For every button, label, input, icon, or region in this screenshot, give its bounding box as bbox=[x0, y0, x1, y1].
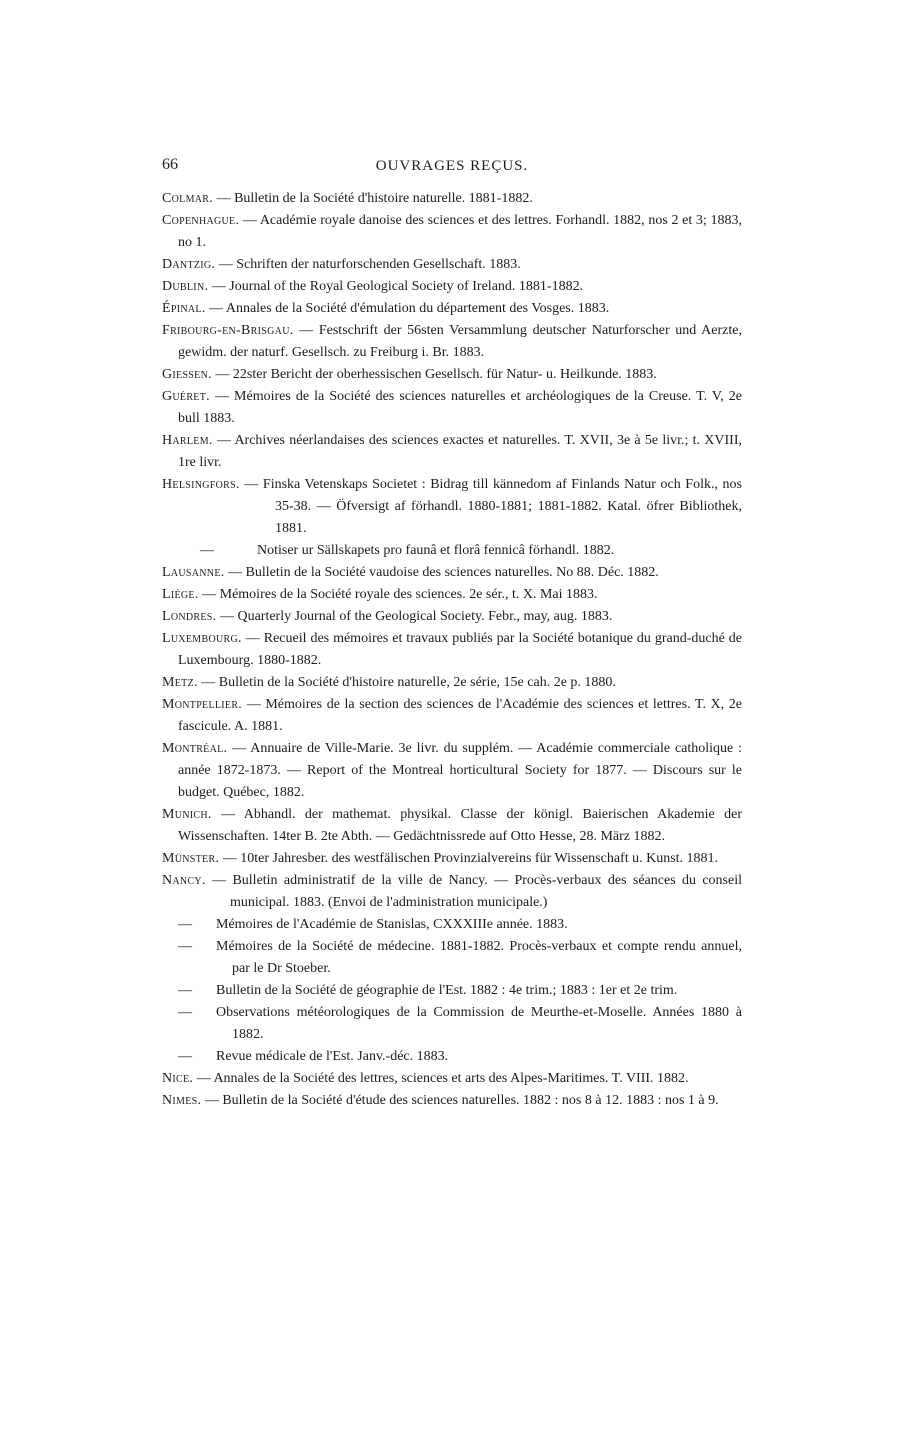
received-works-list bbox=[162, 188, 742, 1112]
entry-text: — Mémoires de la Société royale des sciences. 2e sér., t. X. Mai 1883. bbox=[198, 587, 598, 602]
entry-text: — Annales de la Société d'émulation du département des Vosges. 1883. bbox=[205, 301, 610, 316]
entry-text: Revue médicale de l'Est. Janv.-déc. 1883. bbox=[216, 1049, 449, 1064]
entry-text: — Schriften der naturforschenden Gesellschaft. 1883. bbox=[215, 257, 521, 272]
entry-text: — Quarterly Journal of the Geological Society. Febr., may, aug. 1883. bbox=[216, 609, 613, 624]
entry-text: — Archives néerlandaises des sciences exactes et naturelles. T. XVII, 3e à 5e livr.; t. XVIII, 1re livr. bbox=[178, 433, 742, 470]
list-subentry bbox=[162, 1002, 742, 1046]
entry-city: Montréal. bbox=[162, 741, 228, 756]
list-subentry bbox=[162, 540, 742, 562]
entry-city: Munich. bbox=[162, 807, 212, 822]
list-entry bbox=[162, 386, 742, 430]
list-entry bbox=[162, 320, 742, 364]
entry-city: Londres. bbox=[162, 609, 217, 624]
list-entry bbox=[162, 694, 742, 738]
list-entry bbox=[162, 1090, 742, 1112]
entry-dash: — bbox=[178, 917, 192, 932]
entry-text: — Journal of the Royal Geological Society of Ireland. 1881-1882. bbox=[208, 279, 584, 294]
entry-city: Guéret. bbox=[162, 389, 210, 404]
entry-city: Liége. bbox=[162, 587, 199, 602]
list-entry bbox=[162, 606, 742, 628]
page-number: 66 bbox=[162, 156, 178, 173]
entry-text: Notiser ur Sällskapets pro faunâ et florâ fennicâ förhandl. 1882. bbox=[257, 543, 615, 558]
list-entry bbox=[162, 848, 742, 870]
list-entry bbox=[162, 298, 742, 320]
entry-city: Dantzig. bbox=[162, 257, 216, 272]
entry-city: Münster. bbox=[162, 851, 220, 866]
list-entry bbox=[162, 562, 742, 584]
entry-city: Nancy. bbox=[162, 873, 206, 888]
entry-text: — Mémoires de la section des sciences de l'Académie des sciences et lettres. T. X, 2e fascicule. A. 1881. bbox=[178, 697, 742, 734]
list-entry bbox=[162, 254, 742, 276]
list-entry bbox=[162, 804, 742, 848]
entry-text: — Recueil des mémoires et travaux publiés par la Société botanique du grand-duché de Luxembourg. 1880-1882. bbox=[178, 631, 742, 668]
entry-text: — Abhandl. der mathemat. physikal. Classe der königl. Baierischen Akademie der Wissenschaften. 14ter B. 2te Abth. — Gedächtnissrede auf Otto Hesse, 28. März 1882. bbox=[178, 807, 742, 844]
entry-text: Mémoires de la Société de médecine. 1881-1882. Procès-verbaux et compte rendu annuel, par le Dr Stoeber. bbox=[216, 939, 742, 976]
entry-city: Nimes. bbox=[162, 1093, 202, 1108]
list-subentry bbox=[162, 914, 742, 936]
list-subentry bbox=[162, 1046, 742, 1068]
entry-city: Lausanne. bbox=[162, 565, 225, 580]
entry-dash: — bbox=[178, 1049, 192, 1064]
entry-text: — Bulletin de la Société d'étude des sciences naturelles. 1882 : nos 8 à 12. 1883 : nos 1 à 9. bbox=[201, 1093, 719, 1108]
list-entry bbox=[162, 870, 742, 914]
entry-city: Fribourg-en-Brisgau. bbox=[162, 323, 294, 338]
entry-city: Nice. bbox=[162, 1071, 194, 1086]
entry-text: — Annuaire de Ville-Marie. 3e livr. du supplém. — Académie commerciale catholique : année 1872-1873. — Report of the Montreal horticultural Society for 1877. — Discours sur le budget. Québec, 1882. bbox=[178, 741, 742, 800]
entry-text: Mémoires de l'Académie de Stanislas, CXXXIIIe année. 1883. bbox=[216, 917, 568, 932]
list-subentry bbox=[162, 980, 742, 1002]
list-entry bbox=[162, 364, 742, 386]
entry-city: Giessen. bbox=[162, 367, 212, 382]
entry-text: Observations météorologiques de la Commission de Meurthe-et-Moselle. Années 1880 à 1882. bbox=[216, 1005, 742, 1042]
entry-text: — Bulletin de la Société d'histoire naturelle. 1881-1882. bbox=[213, 191, 533, 206]
entry-city: Metz. bbox=[162, 675, 198, 690]
list-subentry bbox=[162, 936, 742, 980]
entry-text: Bulletin de la Société de géographie de l'Est. 1882 : 4e trim.; 1883 : 1er et 2e trim. bbox=[216, 983, 678, 998]
list-entry bbox=[162, 188, 742, 210]
entry-city: Helsingfors. bbox=[162, 477, 240, 492]
entry-text: — Finska Vetenskaps Societet : Bidrag till kännedom af Finlands Natur och Folk., nos 35-38. — Öfversigt af förhandl. 1880-1881; 1881-1882. Katal. öfrer Bibliothek, 1881. bbox=[239, 477, 742, 536]
entry-text: — 22ster Bericht der oberhessischen Gesellsch. für Natur- u. Heilkunde. 1883. bbox=[211, 367, 657, 382]
entry-city: Dublin. bbox=[162, 279, 209, 294]
entry-text: — 10ter Jahresber. des westfälischen Provinzialvereins für Wissenschaft u. Kunst. 1881. bbox=[219, 851, 719, 866]
entry-city: Copenhague. bbox=[162, 213, 240, 228]
entry-city: Harlem. bbox=[162, 433, 213, 448]
entry-city: Colmar. bbox=[162, 191, 214, 206]
entry-text: — Festschrift der 56sten Versammlung deutscher Naturforscher und Aerzte, gewidm. der naturf. Gesellsch. zu Freiburg i. Br. 1883. bbox=[178, 323, 742, 360]
list-entry bbox=[162, 474, 742, 540]
list-entry bbox=[162, 430, 742, 474]
list-entry bbox=[162, 1068, 742, 1090]
entry-dash: — bbox=[178, 1005, 192, 1020]
entry-text: — Bulletin de la Société vaudoise des sciences naturelles. No 88. Déc. 1882. bbox=[224, 565, 659, 580]
entry-city: Montpellier. bbox=[162, 697, 243, 712]
list-entry bbox=[162, 584, 742, 606]
entry-text: — Bulletin de la Société d'histoire naturelle, 2e série, 15e cah. 2e p. 1880. bbox=[197, 675, 616, 690]
list-entry bbox=[162, 276, 742, 298]
entry-dash: — bbox=[200, 543, 214, 558]
entry-city: Épinal. bbox=[162, 301, 206, 316]
page-header bbox=[162, 156, 742, 180]
entry-text: — Mémoires de la Société des sciences naturelles et archéologiques de la Creuse. T. V, 2e bull 1883. bbox=[178, 389, 742, 426]
list-entry bbox=[162, 210, 742, 254]
running-title: OUVRAGES REÇUS. bbox=[375, 158, 529, 174]
list-entry bbox=[162, 628, 742, 672]
entry-dash: — bbox=[178, 939, 192, 954]
list-entry bbox=[162, 738, 742, 804]
entry-text: — Bulletin administratif de la ville de Nancy. — Procès-verbaux des séances du conseil municipal. 1883. (Envoi de l'administration municipale.) bbox=[205, 873, 742, 910]
entry-city: Luxembourg. bbox=[162, 631, 242, 646]
entry-text: — Académie royale danoise des sciences et des lettres. Forhandl. 1882, nos 2 et 3; 1883, no 1. bbox=[178, 213, 742, 250]
entry-text: — Annales de la Société des lettres, sciences et arts des Alpes-Maritimes. T. VIII. 1882. bbox=[193, 1071, 689, 1086]
list-entry bbox=[162, 672, 742, 694]
entry-dash: — bbox=[178, 983, 192, 998]
